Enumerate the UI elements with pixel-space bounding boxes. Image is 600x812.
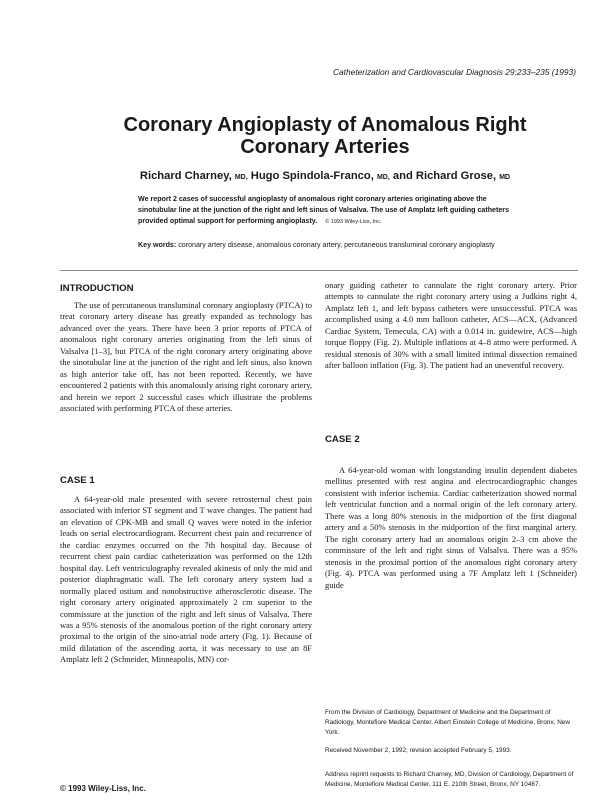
abstract <box>138 194 524 228</box>
case2-paragraph: A 64-year-old woman with longstanding insulin dependent diabetes mellitus presented with rest angina and electrocardiographic changes consistent with inferior ischemia. Cardiac catheterization showed normal left ventricular function and a normal origin of the left coronary artery. There was a long 80% stenosis in the midportion of the first diagonal artery and a 50% stenosis in the midportion of the first marginal artery. The right coronary artery had an anomalous origin 2–3 cm above the commissure of the left and right sinus of Valsalva. There was a 95% stenosis in the proximal portion of the anomalous right coronary artery (Fig. 4). PTCA was performed using a 7F Amplatz left 1 (Schneider) guide <box>325 465 577 590</box>
introduction-paragraph: The use of percutaneous transluminal coronary angioplasty (PTCA) to treat coronary artery disease has greatly expanded as technology has advanced over the years. There have been 3 prior reports of PTCA of anomalous right coronary arteries originating from the left sinus of Valsalva [1–3], but PTCA of the right coronary artery originating above the sinotubular line at the junction of the right and left sinus, also known as high anterior take off, has not been reported. Recently, we have encountered 2 patients with this anomalously arising right coronary artery, and herein we report 2 successful cases which illustrate the problems associated with performing PTCA of these arteries. <box>60 300 312 414</box>
abstract-text: We report 2 cases of successful angioplasty of anomalous right coronary arteries originating above the sinotubular line at the junction of the right and left sinus of Valsalva. The use of Amplatz left guiding catheters provided optimal support for performing angioplasty. <box>138 195 510 225</box>
keywords-label: Key words: <box>138 241 177 249</box>
article-title <box>60 114 590 158</box>
received-note: Received November 2, 1992; revision accepted February 5, 1993. <box>325 747 512 754</box>
reprint-note: Address reprint requests to Richard Charney, MD, Division of Cardiology, Department of Medicine, Montefiore Medical Center, 111 E. 210th Street, Bronx, NY 10467. <box>325 771 574 788</box>
title-line-2: Coronary Arteries <box>240 136 410 158</box>
introduction-heading: INTRODUCTION <box>60 283 134 294</box>
abstract-copyright: © 1993 Wiley-Liss, Inc. <box>325 219 382 225</box>
author-list <box>60 170 590 182</box>
author-name: Richard Charney, <box>139 170 232 182</box>
footer-copyright: © 1993 Wiley-Liss, Inc. <box>60 784 146 793</box>
author-name: and Richard Grose, <box>392 170 497 182</box>
case1-continued-paragraph: onary guiding catheter to cannulate the right coronary artery. Prior attempts to cannulate the right coronary artery using a Judkins right 4, Amplatz left 1, and left bypass catheters were unsuccessful. PTCA was accomplished using a 4.0 mm balloon catheter, ACS—ACX, (Advanced Cardiac System, Temecula, CA) with a 0.014 in. guidewire, ACS—high torque floppy (Fig. 2). Multiple inflations at 4–8 atmo were performed. A residual stenosis of 30% with a small limited intimal dissection remained after balloon inflation (Fig. 3). The patient had an uneventful recovery. <box>325 280 577 371</box>
case1-continued <box>325 280 577 372</box>
case1-body <box>60 494 312 666</box>
journal-citation: Catheterization and Cardiovascular Diagnosis 29:233–235 (1993) <box>332 67 576 77</box>
introduction-body <box>60 300 312 415</box>
author-degree: MD, <box>376 174 390 181</box>
header-divider <box>60 270 578 271</box>
title-line-1: Coronary Angioplasty of Anomalous Right <box>123 114 527 136</box>
keywords-text: coronary artery disease, anomalous coronary artery, percutaneous transluminal coronary angioplasty <box>178 241 495 249</box>
case1-heading: CASE 1 <box>60 475 95 486</box>
keywords <box>138 240 524 251</box>
author-name: Hugo Spindola-Franco, <box>250 170 374 182</box>
case1-paragraph: A 64-year-old male presented with severe retrosternal chest pain associated with inferior ST segment and T wave changes. The patient had an elevation of CPK-MB and small Q waves were noted in the inferior leads on serial electrocardiogram. Recurrent chest pain and recurrence of the cardiac enzymes occurred on the 7th hospital day. Because of recurrent chest pain cardiac catheterization was performed on the 12th hospital day. Left ventriculography revealed akinesis of only the mid and posterior diaphragmatic wall. The left coronary artery system had a normally placed ostium and nonobstructive atherosclerotic disease. The right coronary artery originated approximately 2 cm superior to the commissure at the junction of the right and left sinus of Valsalva. There was a 95% stenosis of the anomalous portion of the right coronary artery proximal to the origin of the sino-atrial node artery (Fig. 1). Because of mild dilatation of the ascending aorta, it was necessary to use an 8F Amplatz left 2 (Schneider, Minneapolis, MN) cor- <box>60 494 312 665</box>
author-degree: MD, <box>234 174 248 181</box>
case2-heading: CASE 2 <box>325 434 360 445</box>
case2-body <box>325 465 577 591</box>
author-degree: MD <box>499 174 511 181</box>
affiliation-note: From the Division of Cardiology, Department of Medicine and the Department of Radiology, Montefiore Medical Center, Albert Einstein College of Medicine, Bronx, New York. <box>325 709 570 736</box>
